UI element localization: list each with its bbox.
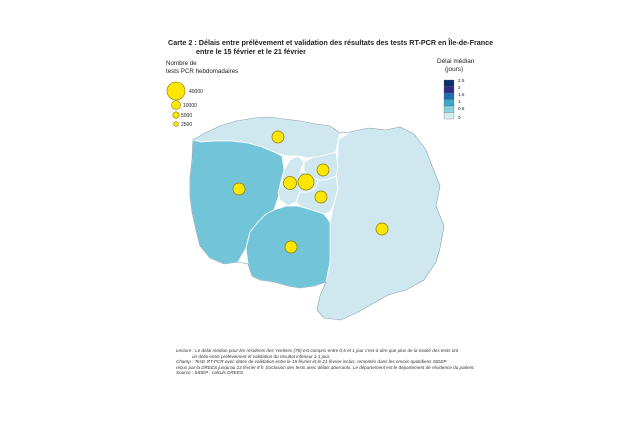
- note-reading-1: Lecture : Le délai médian pour les résidents des Yvelines (78) est compris entre 0,5 et 1 jour c'est-à-dire que plus de la moitié des tests ont: [176, 348, 459, 353]
- size-legend-circle-40000: [167, 82, 185, 100]
- title-line-2: entre le 15 février et le 21 février: [196, 47, 306, 56]
- size-legend-label-2500: 2500: [181, 122, 193, 128]
- color-legend-title-2: (jours): [445, 65, 464, 73]
- color-swatch-4: [444, 87, 454, 94]
- departments: [190, 117, 444, 320]
- color-swatch-3: [444, 93, 454, 100]
- bubble-78: [233, 183, 245, 195]
- color-tick-2-5: 2.5: [458, 78, 465, 83]
- bubble-91: [285, 241, 297, 253]
- note-source: Source : SIDEP ; calculs DREES.: [176, 370, 245, 376]
- color-swatch-0: [444, 113, 454, 120]
- size-legend-label-5000: 5000: [181, 113, 193, 119]
- note-reading-2: un délai entre prélèvement et validation du résultat inférieur à 1 jour.: [192, 353, 331, 359]
- color-tick-1-5: 1.5: [458, 92, 465, 97]
- size-legend-label-10000: 10000: [183, 103, 197, 109]
- color-legend-ticks: [458, 78, 465, 120]
- color-tick-0: 0: [458, 115, 461, 120]
- color-swatch-5: [444, 80, 454, 87]
- size-legend-title-2: tests PCR hebdomadaires: [166, 67, 239, 75]
- size-legend-circle-5000: [173, 112, 179, 118]
- notes: [176, 348, 496, 376]
- bubble-92: [284, 177, 297, 190]
- bubble-77: [376, 223, 388, 235]
- bubble-93: [317, 164, 329, 176]
- note-scope-2: reçus par la DREES jusqu'au 23 février 8 h. Exclusion des tests avec délais aberrants. Le département est le département de résidence du patient.: [176, 364, 475, 370]
- size-legend-circle-2500: [174, 122, 179, 127]
- title-line-1: Carte 2 : Délais entre prélèvement et validation des résultats des tests RT-PCR en Île-de-France: [168, 38, 494, 47]
- note-scope-1: Champ : Tests RT-PCR avec dates de validation entre le 15 février et le 21 février inclus, remontés dans les envois quotidiens SIDEP: [176, 359, 447, 365]
- color-legend-bar: [444, 80, 454, 119]
- bubble-75: [298, 174, 314, 190]
- size-legend-label-40000: 40000: [189, 89, 203, 95]
- color-legend-title-1: Délai médian: [437, 58, 475, 65]
- color-tick-0-5: 0.5: [458, 106, 465, 111]
- color-swatch-2: [444, 100, 454, 107]
- color-swatch-1: [444, 106, 454, 113]
- bubble-94: [315, 191, 327, 203]
- color-tick-1: 1: [458, 99, 461, 104]
- size-legend-circle-10000: [172, 101, 181, 110]
- color-tick-2: 2: [458, 85, 461, 90]
- bubble-95: [272, 131, 284, 143]
- size-legend-title-1: Nombre de: [166, 60, 197, 67]
